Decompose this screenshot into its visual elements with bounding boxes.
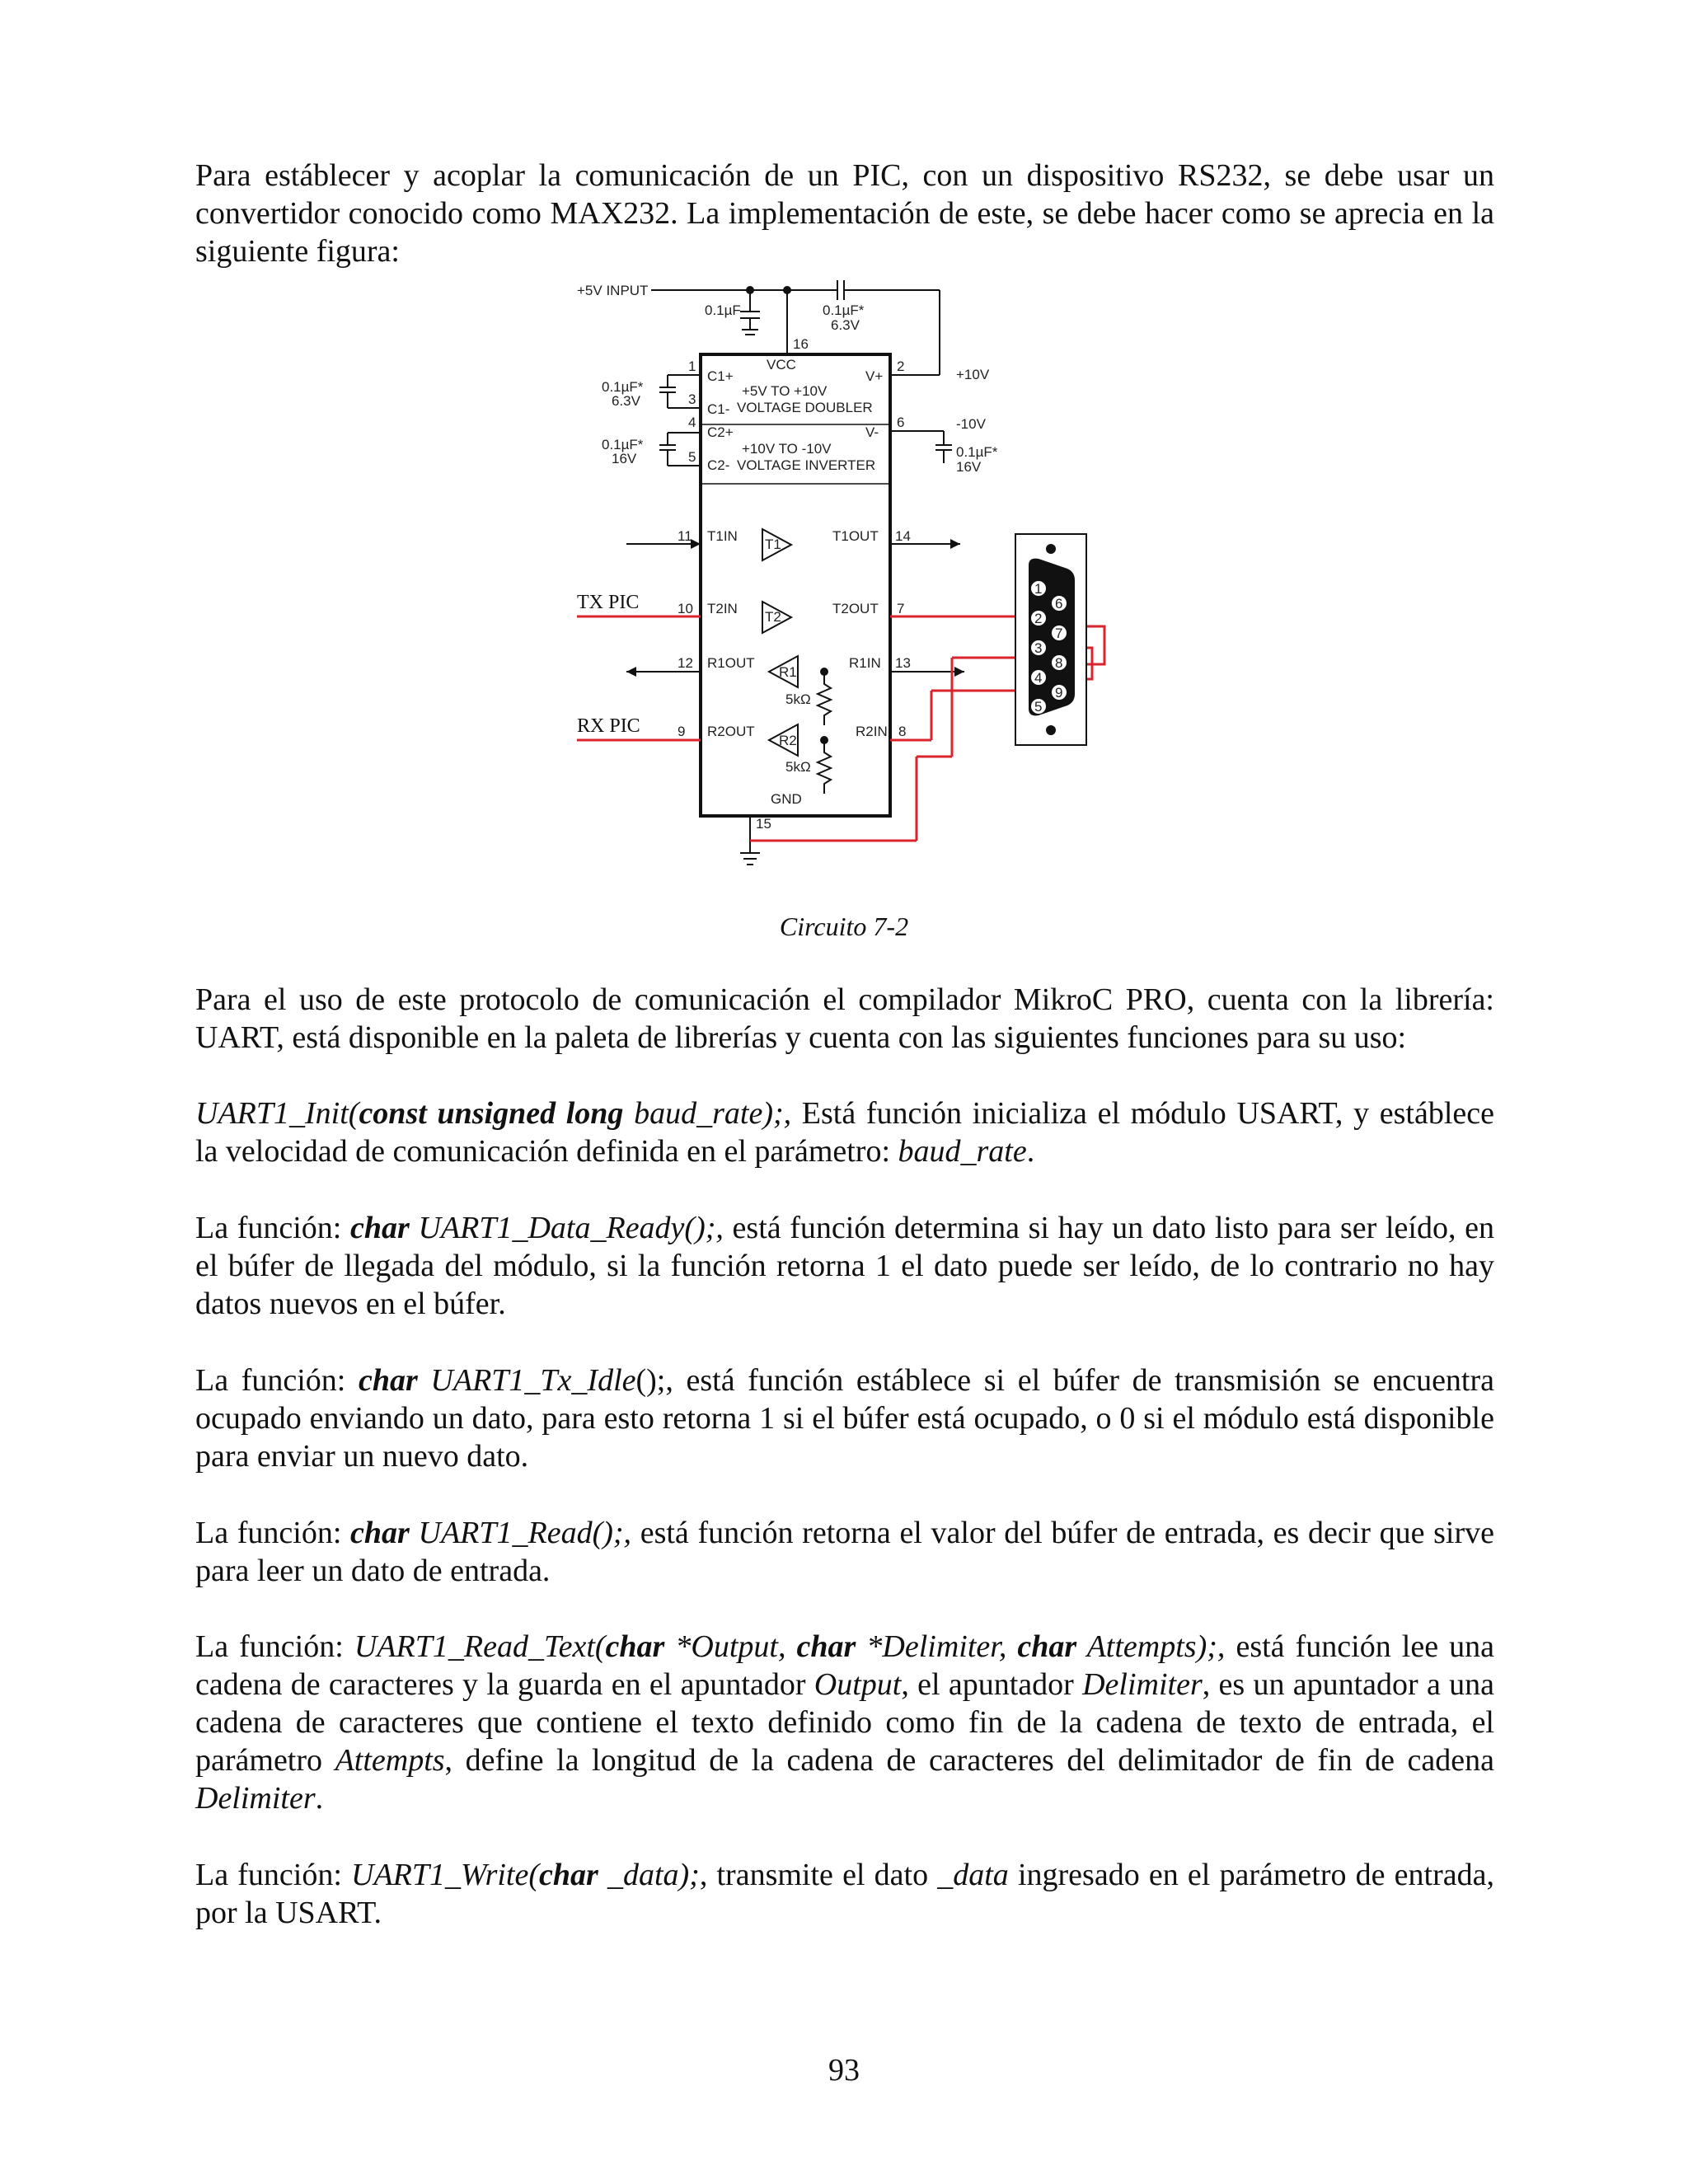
cap-top1-label: 0.1µF bbox=[705, 302, 741, 318]
cap-left1-label: 0.1µF* bbox=[602, 379, 644, 395]
intro-text: La función: bbox=[195, 1363, 359, 1398]
cap-left2-voltage: 16V bbox=[612, 451, 637, 466]
fn-description: Está función inicializa el módulo USART, y estáblece la velocidad de comunicación definida en el parámetro: bbox=[195, 1096, 1494, 1169]
pin16-label: 16 bbox=[793, 336, 809, 352]
r1in-label: R1IN bbox=[849, 655, 881, 671]
db9-pin-1: 1 bbox=[1034, 581, 1043, 597]
vplus-label: V+ bbox=[865, 368, 884, 384]
intro-text: La función: bbox=[195, 1629, 354, 1664]
attempts-ref: Attempts bbox=[335, 1743, 445, 1778]
cap-right-label: 0.1µF* bbox=[956, 444, 998, 460]
cap-top2-label: 0.1µF* bbox=[823, 302, 865, 318]
uart-tx-idle-paragraph bbox=[195, 1361, 1494, 1475]
uart-data-ready-paragraph bbox=[195, 1209, 1494, 1323]
doubler-line1: +5V TO +10V bbox=[742, 383, 828, 399]
c2minus-label: C2- bbox=[707, 457, 730, 473]
param-name: baud_rate bbox=[898, 1134, 1027, 1169]
cap-top2-voltage: 6.3V bbox=[831, 317, 860, 333]
db9-pin-2: 2 bbox=[1034, 611, 1043, 626]
inverter-line2: VOLTAGE INVERTER bbox=[737, 457, 876, 473]
pin7-label: 7 bbox=[897, 601, 905, 616]
res1-label: 5kΩ bbox=[785, 691, 811, 707]
r1out-label: R1OUT bbox=[707, 655, 755, 671]
intro-paragraph: Para estáblecer y acoplar la comunicación de un PIC, con un dispositivo RS232, se debe usar un convertidor conocido como MAX232. La implementación de este, se debe hacer como se aprecia en la siguiente figura: bbox=[195, 158, 1494, 269]
param-type-3: char bbox=[1017, 1629, 1077, 1664]
input-label: +5V INPUT bbox=[577, 283, 649, 298]
t2in-label: T2IN bbox=[707, 601, 738, 616]
fn-signature: UART1_Tx_Idle bbox=[417, 1363, 636, 1398]
param-type: char bbox=[539, 1858, 598, 1892]
t2out-label: T2OUT bbox=[832, 601, 879, 616]
param-3: Attempts);, bbox=[1076, 1629, 1226, 1664]
db9-pin-8: 8 bbox=[1055, 655, 1063, 671]
db9-pin-6: 6 bbox=[1055, 596, 1063, 612]
pin6-label: 6 bbox=[897, 415, 905, 430]
period: . bbox=[315, 1781, 324, 1816]
pin12-label: 12 bbox=[678, 655, 693, 671]
return-type: char bbox=[350, 1211, 410, 1245]
cap-right-voltage: 16V bbox=[956, 459, 982, 475]
max232-circuit-diagram bbox=[577, 272, 1154, 874]
fn-signature-start: UART1_Write( bbox=[351, 1858, 540, 1892]
r2out-label: R2OUT bbox=[707, 724, 755, 739]
c1plus-label: C1+ bbox=[707, 368, 734, 384]
uart-read-paragraph bbox=[195, 1514, 1494, 1590]
fn-description: ();, está función estáblece si el búfer de transmisión se encuentra ocupado enviando un dato, para esto retorna 1 si el búfer está ocupado, o 0 si el módulo está disponible para enviar un nuevo dato. bbox=[195, 1363, 1495, 1474]
pin11-label: 11 bbox=[678, 528, 692, 544]
t2-label: T2 bbox=[765, 609, 781, 625]
param-type-1: char bbox=[605, 1629, 665, 1664]
t1out-label: T1OUT bbox=[832, 528, 879, 544]
db9-pin-7: 7 bbox=[1055, 626, 1063, 641]
fn-description: está función retorna el valor del búfer de entrada, es decir que sirve para leer un dato de entrada. bbox=[195, 1516, 1494, 1588]
uart-read-text-paragraph bbox=[195, 1628, 1494, 1817]
param-2: *Delimiter, bbox=[856, 1629, 1018, 1664]
db9-pin-4: 4 bbox=[1034, 670, 1043, 686]
pin13-label: 13 bbox=[895, 655, 911, 671]
library-paragraph: Para el uso de este protocolo de comunicación el compilador MikroC PRO, cuenta con la librería: UART, está disponible en la paleta de librerías y cuenta con las siguientes funciones para su uso: bbox=[195, 982, 1494, 1055]
pin10-label: 10 bbox=[678, 601, 693, 616]
fn-signature-end: baud_rate);, bbox=[623, 1096, 792, 1131]
rx-pic-label: RX PIC bbox=[577, 715, 640, 737]
output-ref: Output bbox=[814, 1667, 902, 1702]
param-1: *Output, bbox=[664, 1629, 797, 1664]
c2plus-label: C2+ bbox=[707, 424, 734, 440]
desc-3: , es un apuntador a una cadena de caracteres que contiene el texto definido como fin de la cadena de texto de entrada, el parámetro bbox=[195, 1667, 1494, 1778]
vminus-label: V- bbox=[865, 424, 879, 440]
db9-pin-5: 5 bbox=[1034, 699, 1043, 715]
fn-signature-start: UART1_Init( bbox=[195, 1096, 359, 1131]
pin9-label: 9 bbox=[678, 724, 686, 739]
db9-pin-9: 9 bbox=[1055, 685, 1063, 701]
fn-signature-start: UART1_Read_Text( bbox=[354, 1629, 606, 1664]
fn-param-type: const unsigned long bbox=[359, 1096, 624, 1131]
desc-1: , transmite el dato bbox=[699, 1858, 938, 1892]
pin5-label: 5 bbox=[688, 449, 696, 465]
vcc-label: VCC bbox=[767, 357, 796, 373]
data-ref: _data bbox=[937, 1858, 1009, 1892]
uart-init-paragraph bbox=[195, 1094, 1494, 1170]
fn-description: está función determina si hay un dato listo para ser leído, en el búfer de llegada del módulo, si la función retorna 1 el dato puede ser leído, de lo contrario no hay datos nuevos en el búfer. bbox=[195, 1211, 1494, 1321]
r2-label: R2 bbox=[779, 733, 797, 748]
desc-1: está función lee una cadena de caracteres y la guarda en el apuntador bbox=[195, 1629, 1494, 1702]
param: _data); bbox=[598, 1858, 700, 1892]
tx-pic-label: TX PIC bbox=[577, 592, 640, 613]
pin1-label: 1 bbox=[688, 359, 696, 374]
figure-caption: Circuito 7-2 bbox=[779, 912, 909, 941]
res2-label: 5kΩ bbox=[785, 759, 811, 775]
gnd-label: GND bbox=[771, 791, 802, 807]
desc-2: , el apuntador bbox=[901, 1667, 1083, 1702]
intro-text: La función: bbox=[195, 1211, 351, 1245]
desc-2: ingresado en el parámetro de entrada, por la USART. bbox=[195, 1858, 1494, 1930]
inverter-line1: +10V TO -10V bbox=[742, 441, 832, 457]
minus10-label: -10V bbox=[956, 416, 986, 432]
r2in-label: R2IN bbox=[856, 724, 888, 739]
desc-4: , define la longitud de la cadena de caracteres del delimitador de fin de cadena bbox=[444, 1743, 1494, 1778]
delimiter-ref: Delimiter bbox=[1082, 1667, 1203, 1702]
fn-signature: UART1_Read();, bbox=[409, 1516, 632, 1550]
c1minus-label: C1- bbox=[707, 401, 730, 417]
fn-signature: UART1_Data_Ready();, bbox=[409, 1211, 724, 1245]
plus10-label: +10V bbox=[956, 367, 990, 382]
return-type: char bbox=[350, 1516, 410, 1550]
t1-label: T1 bbox=[765, 537, 781, 552]
pin4-label: 4 bbox=[688, 415, 696, 430]
delimiter-ref-2: Delimiter bbox=[195, 1781, 316, 1816]
cap-left2-label: 0.1µF* bbox=[602, 437, 644, 452]
pin15-label: 15 bbox=[756, 816, 771, 832]
r1-label: R1 bbox=[779, 664, 797, 680]
intro-text: La función: bbox=[195, 1516, 351, 1550]
page-number: 93 bbox=[828, 2053, 860, 2088]
t1in-label: T1IN bbox=[707, 528, 738, 544]
uart-write-paragraph bbox=[195, 1856, 1494, 1932]
db9-pin-3: 3 bbox=[1034, 640, 1043, 656]
return-type: char bbox=[358, 1363, 418, 1398]
pin14-label: 14 bbox=[895, 528, 911, 544]
param-type-2: char bbox=[796, 1629, 856, 1664]
cap-left1-voltage: 6.3V bbox=[612, 393, 640, 409]
period: . bbox=[1026, 1134, 1035, 1169]
pin2-label: 2 bbox=[897, 359, 905, 374]
pin3-label: 3 bbox=[688, 391, 696, 407]
pin8-label: 8 bbox=[898, 724, 907, 739]
intro-text: La función: bbox=[195, 1858, 352, 1892]
doubler-line2: VOLTAGE DOUBLER bbox=[737, 400, 873, 415]
